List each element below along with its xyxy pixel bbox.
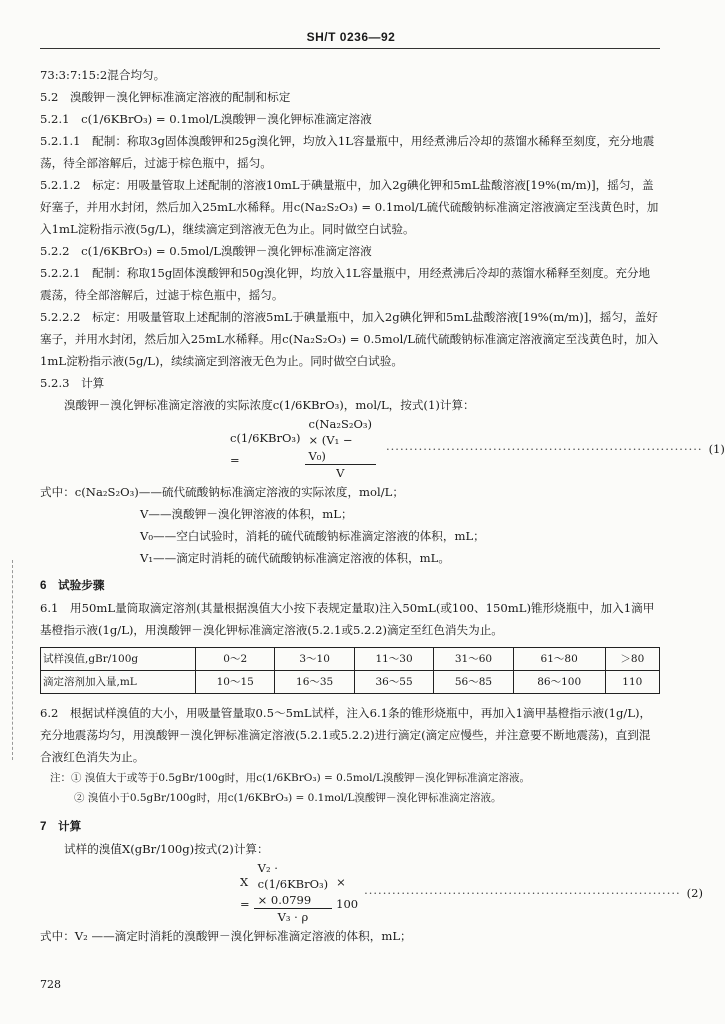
formula-2-numerator: V₂ · c(1/6KBrO₃) × 0.0799 [254,860,333,909]
section-6-heading: 6 试验步骤 [40,579,105,592]
header-rule [40,48,660,49]
formula-1-denominator: V [336,466,345,480]
formula-2 [40,860,703,925]
formula-2-lhs: X = [240,874,250,911]
formula-1 [40,416,725,481]
solvent-volume-table [40,647,660,694]
table-cell: 16～35 [275,671,354,694]
def-v: V——溴酸钾－溴化钾溶液的体积，mL； [140,507,353,521]
formula-2-fraction [254,860,333,925]
formula-1-lhs: c(1/6KBrO₃) = [230,430,301,467]
note-2: ② 溴值小于0.5gBr/100g时，用c(1/6KBrO₃) = 0.1mol/L溴酸钾－溴化钾标准滴定溶液。 [74,792,502,804]
table-row [41,671,660,694]
section-6-2: 6.2 根据试样溴值的大小，用吸量管量取0.5～5mL试样，注入6.1条的锥形烧瓶中，再加入1滴甲基橙指示液(1g/L)，充分地震荡均匀，用溴酸钾－溴化钾标准滴定溶液(5.2.1或5.2.2)进行滴定(滴定应慢些，并注意要不断地震荡)，直到混合液红色消失为止。 [40,706,652,764]
formula-2-denominator: V₃ · ρ [277,910,309,924]
leader-dots: ···································································· [385,441,703,456]
table-cell: 11～30 [354,648,433,671]
calc-intro: 溴酸钾－溴化钾标准滴定溶液的实际浓度c(1/6KBrO₃)，mol/L，按式(1)计算： [64,398,475,412]
section-5-2-2-heading: 5.2.2 c(1/6KBrO₃) = 0.5mol/L溴酸钾－溴化钾标准滴定溶液 [40,244,372,258]
formula-2-number: (2) [686,885,703,900]
def-v2: 式中：V₂ ——滴定时消耗的溴酸钾－溴化钾标准滴定溶液的体积，mL； [40,929,412,943]
section-5-2-1-2: 5.2.1.2 标定：用吸量管取上述配制的溶液10mL于碘量瓶中，加入2g碘化钾和5mL盐酸溶液[19%(m/m)]，摇匀，盖好塞子，并用水封闭，然后加入25mL水稀释。用c(Na₂S₂O₃) = 0.1mol/L硫代硫酸钠标准滴定溶液滴定至浅黄色时，加入1mL淀粉指示液(5g/L)，继续滴定到溶液无色为止。同时做空白试验。 [40,178,659,236]
table-cell: 3～10 [275,648,354,671]
table-cell: 56～85 [434,671,513,694]
table-cell: 10～15 [196,671,275,694]
calc2-intro: 试样的溴值X(gBr/100g)按式(2)计算： [64,842,269,856]
formula-1-fraction [305,416,376,481]
formula-1-definitions [40,481,660,569]
section-7-heading: 7 计算 [40,820,82,833]
table-cell: 110 [605,671,659,694]
table-row [41,648,660,671]
table-cell: 36～55 [354,671,433,694]
leader-dots: ···································································· [364,885,681,900]
section-5-2-heading: 5.2 溴酸钾－溴化钾标准滴定溶液的配制和标定 [40,90,291,104]
standard-code-header: SH/T 0236—92 [306,30,396,44]
table-cell: ＞80 [605,648,659,671]
binding-edge-marks [12,560,25,760]
table-row-label: 滴定溶剂加入量,mL [41,671,196,694]
page-number: 728 [40,978,61,991]
table-row-label: 试样溴值,gBr/100g [41,648,196,671]
formula-1-numerator: c(Na₂S₂O₃) × (V₁ − V₀) [305,416,376,465]
formula-2-tail: × 100 [336,874,359,911]
note-1: 注：① 溴值大于或等于0.5gBr/100g时，用c(1/6KBrO₃) = 0.5mol/L溴酸钾－溴化钾标准滴定溶液。 [50,772,530,784]
section-5-2-2-2: 5.2.2.2 标定：用吸量管取上述配制的溶液5mL于碘量瓶中，加入2g碘化钾和5mL盐酸溶液[19%(m/m)]，摇匀，盖好塞子，并用水封闭，然后加入25mL水稀释。用c(Na₂S₂O₃) = 0.5mol/L硫代硫酸钠标准滴定溶液滴定至浅黄色时，加入1mL淀粉指示液(5g/L)，续续滴定到溶液无色为止。同时做空白试验。 [40,310,659,368]
section-6-1: 6.1 用50mL量筒取滴定溶剂(其量根据溴值大小按下表规定量取)注入50mL(或100、150mL)锥形烧瓶中，加入1滴甲基橙指示液(1g/L)，用溴酸钾－溴化钾标准滴定溶液(5.2.1或5.2.2)滴定至红色消失为止。 [40,601,655,637]
table-cell: 31～60 [434,648,513,671]
document-body [40,64,725,947]
table-cell: 86～100 [513,671,605,694]
def-v0: V₀——空白试验时，消耗的硫代硫酸钠标准滴定溶液的体积，mL； [140,529,485,543]
section-5-2-1-heading: 5.2.1 c(1/6KBrO₃) = 0.1mol/L溴酸钾－溴化钾标准滴定溶液 [40,112,372,126]
section-5-2-1-1: 5.2.1.1 配制：称取3g固体溴酸钾和25g溴化钾，均放入1L容量瓶中，用经煮沸后冷却的蒸馏水稀释至刻度，充分地震荡，待全部溶解后，过滤于棕色瓶中，摇匀。 [40,134,655,170]
def-c-na2s2o3: 式中：c(Na₂S₂O₃)——硫代硫酸钠标准滴定溶液的实际浓度，mol/L； [40,485,404,499]
def-v1: V₁——滴定时消耗的硫代硫酸钠标准滴定溶液的体积，mL。 [140,551,450,565]
table-cell: 0～2 [196,648,275,671]
table-cell: 61～80 [513,648,605,671]
section-5-2-3-heading: 5.2.3 计算 [40,376,105,390]
formula-1-number: (1) [708,441,725,456]
paragraph-continued: 73:3:7:15:2混合均匀。 [40,68,166,82]
section-5-2-2-1: 5.2.2.1 配制：称取15g固体溴酸钾和50g溴化钾，均放入1L容量瓶中，用经煮沸后冷却的蒸馏水稀释至刻度。充分地震荡，待全部溶解后，过滤于棕色瓶中，摇匀。 [40,266,651,302]
